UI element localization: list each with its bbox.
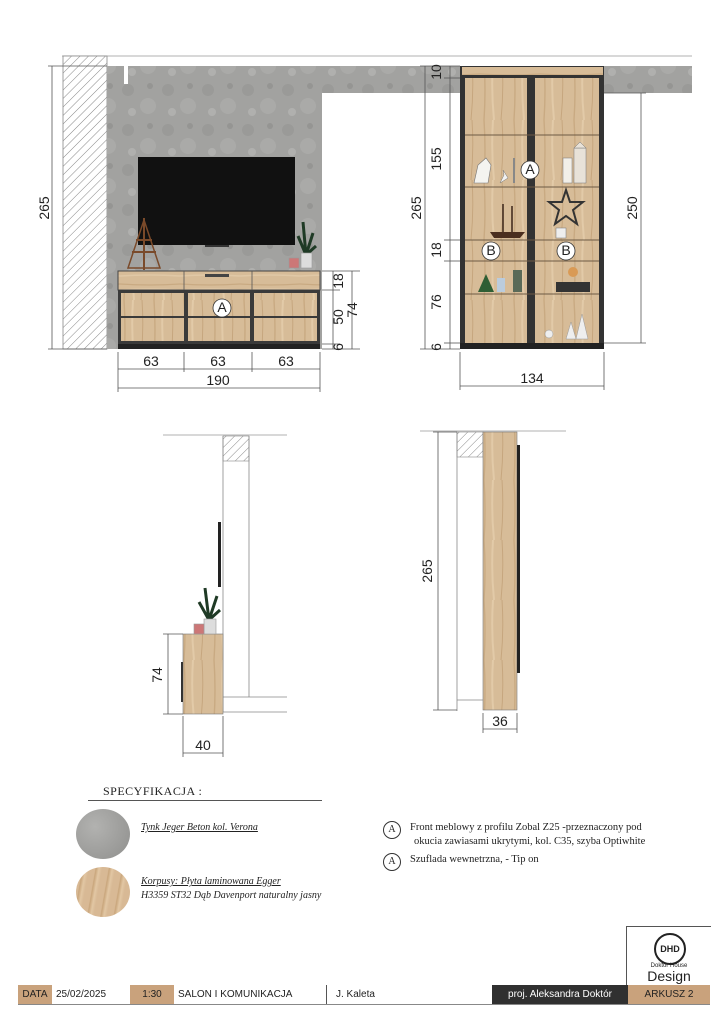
title-block — [18, 985, 710, 1004]
spec-title: SPECYFIKACJA : — [103, 784, 203, 798]
marker-tv-unit: A — [217, 299, 227, 315]
dim-section-1: 63 — [143, 353, 159, 369]
legend-item-front — [410, 821, 645, 849]
dim-cabinet-upper: 155 — [428, 147, 444, 171]
dim-tv-unit-base: 6 — [330, 343, 346, 351]
spec-carcass-line2: H3359 ST32 Dąb Davenport naturalny jasny — [141, 890, 322, 901]
dim-side-cabinet-depth: 36 — [492, 713, 508, 729]
dim-front-height: 265 — [36, 196, 52, 220]
company-logo — [626, 926, 711, 985]
cabinet-elevation — [408, 64, 646, 390]
room-name: SALON I KOMUNIKACJA — [178, 989, 293, 1000]
dim-tv-unit-top: 18 — [330, 273, 346, 289]
footer-rule — [18, 1004, 710, 1005]
tv-unit-side-view — [149, 435, 287, 757]
dim-side-cabinet-height: 265 — [419, 559, 435, 583]
legend-item-drawer: Szuflada wewnetrzna, - Tip on — [410, 854, 539, 865]
dim-side-tv-depth: 40 — [195, 737, 211, 753]
dim-cabinet-right-height: 250 — [624, 196, 640, 220]
cabinet-side-view — [419, 431, 566, 733]
date-label: DATA — [18, 985, 52, 1004]
spec-carcass-line1: Korpusy: Płyta laminowana Egger — [141, 876, 281, 887]
marker-cabinet-upper: A — [525, 161, 535, 177]
sheet-number: ARKUSZ 2 — [628, 985, 710, 1004]
marker-cabinet-left: B — [486, 242, 496, 258]
tv-screen — [138, 157, 295, 245]
dim-tv-unit-mid: 50 — [330, 309, 346, 325]
dim-section-2: 63 — [210, 353, 226, 369]
spec-item-carcass — [141, 875, 321, 903]
date-value: 25/02/2025 — [56, 989, 107, 1000]
spec-plaster-label: Tynk Jeger Beton kol. Verona — [141, 822, 258, 833]
designer-name: proj. Aleksandra Doktór — [492, 985, 628, 1004]
logo-small-text: Doktor House — [650, 963, 688, 969]
dim-tv-unit-height: 74 — [344, 302, 360, 318]
dim-side-tv-height: 74 — [149, 667, 165, 683]
logo-emblem: DHD — [654, 933, 686, 965]
concrete-swatch — [76, 809, 130, 859]
dim-cabinet-height: 265 — [408, 196, 424, 220]
dim-cabinet-mid: 18 — [428, 242, 444, 258]
dim-cabinet-width: 134 — [520, 370, 544, 386]
dim-section-3: 63 — [278, 353, 294, 369]
dim-cabinet-base: 6 — [428, 343, 444, 351]
oak-swatch — [76, 867, 130, 917]
spec-item-plaster — [141, 821, 258, 835]
legend-front-line2: okucia zawiasami ukrytymi, kol. C35, szyba Optiwhite — [414, 836, 646, 847]
client-name: J. Kaleta — [336, 989, 375, 1000]
spec-divider — [88, 800, 322, 801]
legend-front-line1: Front meblowy z profilu Zobal Z25 -przeznaczony pod — [410, 822, 642, 833]
legend-marker-2: A — [383, 853, 401, 871]
footer-divider — [326, 985, 327, 1004]
dim-tv-unit-width: 190 — [206, 372, 230, 388]
scale-value: 1:30 — [130, 985, 174, 1004]
dim-cabinet-lower: 76 — [428, 294, 444, 310]
marker-cabinet-right: B — [561, 242, 571, 258]
wall-section-hatch — [63, 56, 107, 349]
legend-marker-1: A — [383, 821, 401, 839]
logo-big-text: Design — [647, 968, 691, 984]
dim-cabinet-top: 10 — [428, 64, 444, 80]
